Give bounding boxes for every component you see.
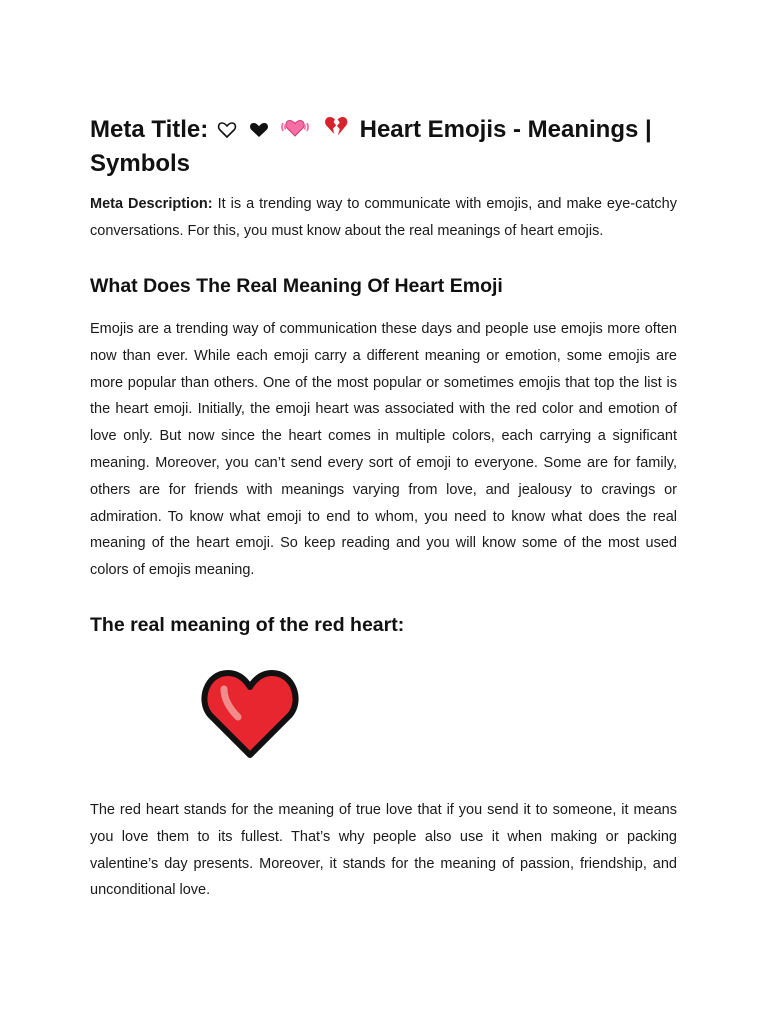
red-heart-icon [200, 667, 300, 763]
section-heading-red-heart: The real meaning of the red heart: [90, 613, 405, 636]
meta-description-label: Meta Description: [90, 196, 213, 212]
section-heading-meaning: What Does The Real Meaning Of Heart Emoji [90, 275, 503, 297]
meta-description-text: It is a trending way to communicate with emojis, and make eye-catchy conversations. For this, you must know about the real meanings of heart emojis. [90, 196, 677, 239]
pink-heart-vibrating-icon [280, 114, 310, 140]
document-page [90, 113, 677, 904]
white-heart-outline-icon [217, 120, 237, 140]
meta-title-text: Heart Emojis - Meanings | Symbols [90, 116, 652, 177]
section-body-meaning: Emojis are a trending way of communication these days and people use emojis more often now than ever. While each emoji carry a different meaning or emotion, some emojis are more popular than others. One of the most popular or sometimes emojis that top the list is the heart emoji. Initially, the emoji heart was associated with the red color and emotion of love only. But now since the heart comes in multiple colors, each carrying a significant meaning. Moreover, you can’t send every sort of emoji to everyone. Some are for family, others are for friends with meanings varying from love, and jealousy to cravings or admiration. To know what emoji to end to whom, you need to know what does the real meaning of the heart emoji. So keep reading and you will know some of the most used colors of emojis meaning. [90, 321, 677, 579]
meta-description [90, 191, 677, 245]
meta-title-prefix: Meta Title: [90, 116, 215, 143]
broken-heart-icon [321, 114, 351, 140]
section-body-red-heart: The red heart stands for the meaning of true love that if you send it to someone, it means you love them to its fullest. That’s why people also use it when making or packing valentine’s day presents. Moreover, it stands for the meaning of passion, friendship, and unconditional love. [90, 801, 677, 899]
black-heart-icon [248, 120, 270, 140]
meta-title [90, 113, 677, 181]
